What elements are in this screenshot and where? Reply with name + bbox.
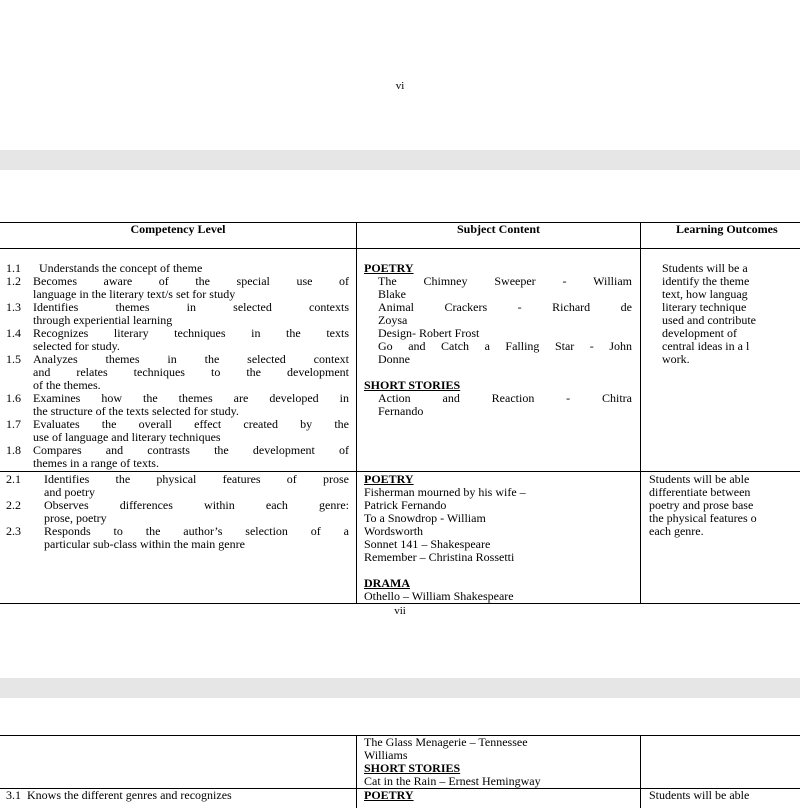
competency-number: 1.7 <box>6 417 21 431</box>
page-vi <box>0 0 800 150</box>
competency-list <box>6 473 349 551</box>
learning-outcomes-text <box>649 473 800 538</box>
section-title-short-stories: SHORT STORIES <box>364 761 461 775</box>
competency-list <box>6 262 349 470</box>
competency-text: Evaluates the overall effect created by the <box>33 417 349 431</box>
story-item: Cat in the Rain – Ernest Hemingway <box>364 774 541 788</box>
competency-text: Responds to the author’s selection of a <box>44 524 349 538</box>
drama-item: Williams <box>364 748 408 762</box>
header-bottom-border <box>0 248 800 249</box>
header-competency-level: Competency Level <box>130 222 226 236</box>
outcome-line: the physical features o <box>649 511 757 525</box>
competency-text: prose, poetry <box>44 511 107 525</box>
poem-item: Go and Catch a Falling Star - John <box>378 339 632 353</box>
competency-text: Observes differences within each genre: <box>44 498 349 512</box>
competency-text: themes in a range of texts. <box>33 456 159 470</box>
competency-item <box>6 789 349 802</box>
competency-text: and relates techniques to the development <box>33 365 349 379</box>
subject-content-list <box>364 262 632 418</box>
competency-number: 2.3 <box>6 524 21 538</box>
column-divider <box>356 735 357 808</box>
section-title-poetry: POETRY <box>364 788 414 802</box>
poem-item: Donne <box>378 352 410 366</box>
competency-text: Identifies themes in selected contexts <box>33 300 349 314</box>
outcome-line: central ideas in a l <box>662 339 750 353</box>
table-bottom-border <box>0 603 800 604</box>
poem-item: Wordsworth <box>364 524 424 538</box>
competency-item <box>6 444 349 470</box>
competency-text: Compares and contrasts the development of <box>33 443 349 457</box>
outcome-line: Students will be a <box>662 261 748 275</box>
competency-number: 1.3 <box>6 300 21 314</box>
competency-text: Identifies the physical features of prose <box>44 472 349 486</box>
competency-item <box>6 327 349 353</box>
outcome-line: Students will be able <box>649 472 750 486</box>
outcome-line: literary technique <box>662 300 747 314</box>
learning-outcomes-text <box>662 262 800 366</box>
section-title-short-stories: SHORT STORIES <box>364 378 461 392</box>
section-title-poetry: POETRY <box>364 261 414 275</box>
poem-item: Zoysa <box>378 313 408 327</box>
competency-number: 2.1 <box>6 472 21 486</box>
poem-item: The Chimney Sweeper - William <box>378 274 632 288</box>
drama-item: The Glass Menagerie – Tennessee <box>364 735 528 749</box>
competency-text: the structure of the texts selected for study. <box>33 404 239 418</box>
competency-item <box>6 525 349 551</box>
drama-item: Othello – William Shakespeare <box>364 589 514 603</box>
subject-content-list <box>364 736 632 788</box>
competency-number: 1.5 <box>6 352 21 366</box>
next-page <box>0 698 800 808</box>
poem-item: To a Snowdrop - William <box>364 511 486 525</box>
poem-item: Patrick Fernando <box>364 498 447 512</box>
column-divider <box>356 222 357 604</box>
competency-item <box>6 499 349 525</box>
subject-content-list <box>364 473 632 603</box>
outcome-line: identify the theme <box>662 274 750 288</box>
outcome-line: each genre. <box>649 524 704 538</box>
competency-number: 1.6 <box>6 391 21 405</box>
competency-text: Becomes aware of the special use of <box>33 274 349 288</box>
competency-text: through experiential learning <box>33 313 173 327</box>
competency-item <box>6 392 349 418</box>
competency-text: and poetry <box>44 485 95 499</box>
outcome-line: differentiate between <box>649 485 751 499</box>
competency-text: language in the literary text/s set for study <box>33 287 236 301</box>
page-number: vi <box>395 80 405 92</box>
outcome-line: poetry and prose base <box>649 498 754 512</box>
competency-number: 1.8 <box>6 443 21 457</box>
outcome-line: development of <box>662 326 737 340</box>
poem-item: Remember – Christina Rossetti <box>364 550 515 564</box>
learning-outcomes-text: Students will be able <box>649 788 750 802</box>
competency-number: 2.2 <box>6 498 21 512</box>
poem-item: Sonnet 141 – Shakespeare <box>364 537 491 551</box>
competency-item <box>6 301 349 327</box>
section-title-poetry: POETRY <box>364 472 414 486</box>
outcome-line: used and contribute <box>662 313 756 327</box>
competency-text: particular sub-class within the main genre <box>44 537 245 551</box>
outcome-line: text, how languag <box>662 287 748 301</box>
poem-item: Blake <box>378 287 406 301</box>
column-divider <box>640 735 641 808</box>
competency-text: Recognizes literary techniques in the texts <box>33 326 349 340</box>
competency-number: 1.4 <box>6 326 21 340</box>
competency-text: of the themes. <box>33 378 101 392</box>
story-item: Fernando <box>378 404 424 418</box>
poem-item: Design- Robert Frost <box>378 326 480 340</box>
poem-item: Fisherman mourned by his wife – <box>364 485 526 499</box>
page-number: vii <box>394 605 406 617</box>
competency-text: use of language and literary techniques <box>33 430 221 444</box>
header-learning-outcomes: Learning Outcomes <box>676 222 778 236</box>
competency-number: 1.2 <box>6 274 21 288</box>
poem-item: Animal Crackers - Richard de <box>378 300 632 314</box>
competency-text: Examines how the themes are developed in <box>33 391 349 405</box>
competency-item <box>6 353 349 392</box>
page-vii <box>0 170 800 678</box>
competency-number: 1.1 <box>6 261 21 275</box>
competency-text: Analyzes themes in the selected context <box>33 352 349 366</box>
competency-item <box>6 275 349 301</box>
competency-item <box>6 473 349 499</box>
outcome-line: work. <box>662 352 690 366</box>
competency-text: Knows the different genres and recognizes <box>27 788 232 802</box>
competency-item <box>6 418 349 444</box>
section-title-drama: DRAMA <box>364 576 410 590</box>
competency-text: Understands the concept of theme <box>33 261 203 275</box>
story-item: Action and Reaction - Chitra <box>378 391 632 405</box>
competency-number: 3.1 <box>6 788 21 802</box>
competency-text: selected for study. <box>33 339 120 353</box>
header-subject-content: Subject Content <box>457 222 540 236</box>
column-divider <box>640 222 641 604</box>
